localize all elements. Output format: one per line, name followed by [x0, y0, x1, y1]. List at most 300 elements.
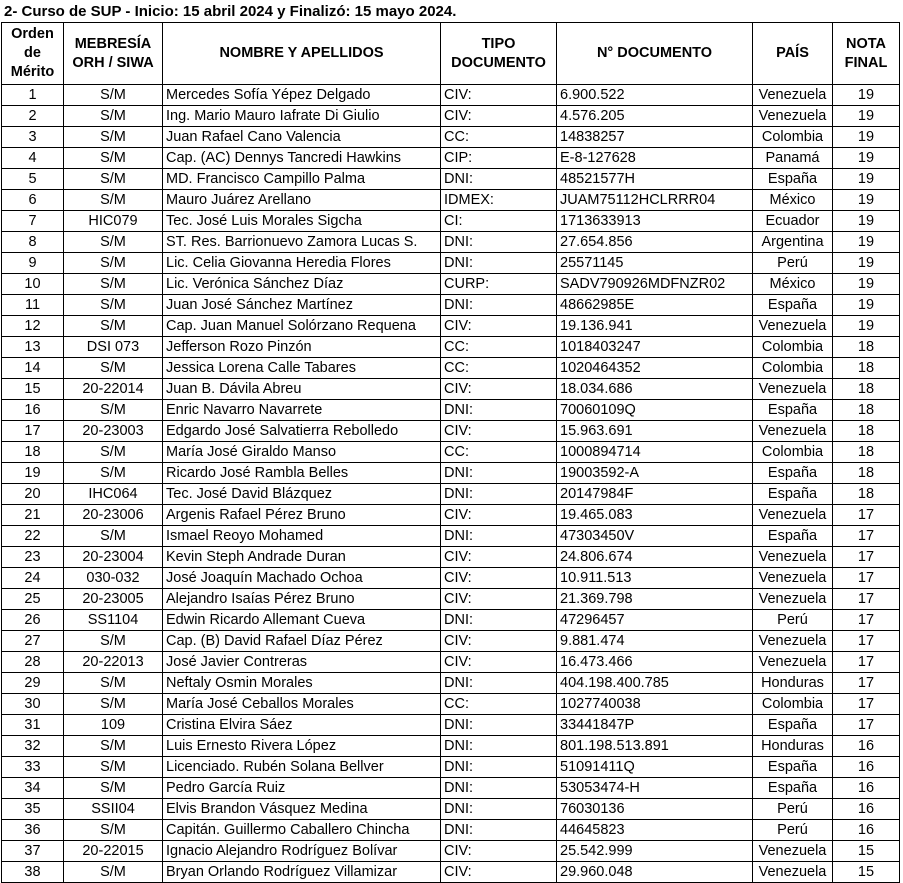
table-row [2, 232, 900, 253]
cell-tipo: DNI: [441, 484, 557, 505]
cell-documento: 47296457 [557, 610, 753, 631]
cell-orden: 29 [2, 673, 64, 694]
cell-orden: 25 [2, 589, 64, 610]
cell-nota: 19 [833, 274, 900, 295]
cell-pais: México [753, 190, 833, 211]
cell-pais: España [753, 295, 833, 316]
cell-tipo: CIV: [441, 652, 557, 673]
table-row [2, 715, 900, 736]
cell-nota: 17 [833, 505, 900, 526]
cell-documento: 76030136 [557, 799, 753, 820]
cell-nota: 16 [833, 736, 900, 757]
cell-membresia: S/M [64, 862, 163, 883]
table-row [2, 652, 900, 673]
cell-membresia: 20-23005 [64, 589, 163, 610]
cell-orden: 27 [2, 631, 64, 652]
cell-documento: 51091411Q [557, 757, 753, 778]
cell-pais: Venezuela [753, 862, 833, 883]
cell-documento: 19.465.083 [557, 505, 753, 526]
cell-orden: 18 [2, 442, 64, 463]
cell-orden: 9 [2, 253, 64, 274]
cell-pais: España [753, 400, 833, 421]
document-title: 2- Curso de SUP - Inicio: 15 abril 2024 y Finalizó: 15 mayo 2024. [4, 3, 457, 20]
cell-tipo: IDMEX: [441, 190, 557, 211]
cell-membresia: S/M [64, 106, 163, 127]
cell-tipo: DNI: [441, 820, 557, 841]
cell-nota: 18 [833, 421, 900, 442]
cell-documento: 21.369.798 [557, 589, 753, 610]
header-membresia-line: MEBRESÍA [74, 35, 152, 52]
cell-membresia: S/M [64, 442, 163, 463]
cell-orden: 4 [2, 148, 64, 169]
table-row [2, 442, 900, 463]
cell-pais: Venezuela [753, 841, 833, 862]
header-nota [833, 23, 900, 85]
cell-nota: 16 [833, 757, 900, 778]
cell-nombre: Jessica Lorena Calle Tabares [163, 358, 441, 379]
cell-pais: Perú [753, 253, 833, 274]
cell-orden: 35 [2, 799, 64, 820]
cell-orden: 5 [2, 169, 64, 190]
cell-documento: JUAM75112HCLRRR04 [557, 190, 753, 211]
cell-documento: 48521577H [557, 169, 753, 190]
cell-tipo: CURP: [441, 274, 557, 295]
cell-nombre: Ismael Reoyo Mohamed [163, 526, 441, 547]
cell-nombre: Cap. (AC) Dennys Tancredi Hawkins [163, 148, 441, 169]
table-row [2, 316, 900, 337]
cell-orden: 6 [2, 190, 64, 211]
cell-documento: 404.198.400.785 [557, 673, 753, 694]
table-row [2, 820, 900, 841]
cell-nota: 17 [833, 715, 900, 736]
cell-pais: Venezuela [753, 589, 833, 610]
cell-nombre: Elvis Brandon Vásquez Medina [163, 799, 441, 820]
cell-membresia: 20-22015 [64, 841, 163, 862]
cell-pais: Argentina [753, 232, 833, 253]
table-row [2, 274, 900, 295]
cell-documento: 53053474-H [557, 778, 753, 799]
cell-documento: 20147984F [557, 484, 753, 505]
cell-orden: 31 [2, 715, 64, 736]
header-tipo [441, 23, 557, 85]
cell-pais: Panamá [753, 148, 833, 169]
table-row [2, 337, 900, 358]
header-orden-line: de [24, 45, 41, 61]
cell-nombre: Cap. Juan Manuel Solórzano Requena [163, 316, 441, 337]
cell-membresia: SS1104 [64, 610, 163, 631]
table-row [2, 295, 900, 316]
cell-orden: 2 [2, 106, 64, 127]
cell-orden: 30 [2, 694, 64, 715]
cell-nota: 16 [833, 799, 900, 820]
cell-membresia: IHC064 [64, 484, 163, 505]
cell-tipo: CC: [441, 358, 557, 379]
cell-nombre: Ignacio Alejandro Rodríguez Bolívar [163, 841, 441, 862]
cell-documento: E-8-127628 [557, 148, 753, 169]
table-row [2, 757, 900, 778]
cell-documento: 15.963.691 [557, 421, 753, 442]
cell-tipo: DNI: [441, 295, 557, 316]
table-row [2, 421, 900, 442]
table-row [2, 85, 900, 106]
cell-nota: 19 [833, 85, 900, 106]
cell-tipo: CIV: [441, 568, 557, 589]
cell-nota: 17 [833, 652, 900, 673]
cell-nombre: Mauro Juárez Arellano [163, 190, 441, 211]
cell-orden: 23 [2, 547, 64, 568]
header-nota-line: NOTA [845, 35, 886, 52]
header-orden-line: Mérito [10, 64, 55, 80]
cell-nota: 18 [833, 358, 900, 379]
cell-membresia: S/M [64, 85, 163, 106]
cell-orden: 3 [2, 127, 64, 148]
header-documento: N° DOCUMENTO [557, 23, 753, 85]
cell-membresia: 20-23006 [64, 505, 163, 526]
cell-pais: Venezuela [753, 316, 833, 337]
cell-documento: 48662985E [557, 295, 753, 316]
cell-pais: España [753, 715, 833, 736]
cell-nota: 17 [833, 547, 900, 568]
cell-documento: 1020464352 [557, 358, 753, 379]
cell-pais: México [753, 274, 833, 295]
cell-membresia: S/M [64, 736, 163, 757]
cell-documento: 19003592-A [557, 463, 753, 484]
cell-tipo: CIV: [441, 379, 557, 400]
cell-orden: 17 [2, 421, 64, 442]
cell-tipo: CIV: [441, 421, 557, 442]
table-row [2, 169, 900, 190]
table-row [2, 631, 900, 652]
cell-tipo: CC: [441, 127, 557, 148]
cell-tipo: DNI: [441, 673, 557, 694]
cell-membresia: 030-032 [64, 568, 163, 589]
cell-documento: 29.960.048 [557, 862, 753, 883]
cell-nombre: Ricardo José Rambla Belles [163, 463, 441, 484]
cell-documento: 19.136.941 [557, 316, 753, 337]
cell-orden: 15 [2, 379, 64, 400]
cell-orden: 28 [2, 652, 64, 673]
cell-tipo: CC: [441, 442, 557, 463]
cell-nota: 19 [833, 148, 900, 169]
header-membresia-line: ORH / SIWA [72, 54, 154, 71]
cell-documento: 16.473.466 [557, 652, 753, 673]
cell-membresia: S/M [64, 358, 163, 379]
cell-nota: 18 [833, 484, 900, 505]
cell-membresia: S/M [64, 253, 163, 274]
cell-tipo: CC: [441, 337, 557, 358]
cell-tipo: DNI: [441, 526, 557, 547]
cell-pais: Venezuela [753, 568, 833, 589]
table-row [2, 190, 900, 211]
cell-tipo: CIV: [441, 505, 557, 526]
table-row [2, 799, 900, 820]
cell-documento: 70060109Q [557, 400, 753, 421]
header-pais: PAÍS [753, 23, 833, 85]
cell-membresia: S/M [64, 757, 163, 778]
cell-nombre: Capitán. Guillermo Caballero Chincha [163, 820, 441, 841]
cell-nombre: Lic. Celia Giovanna Heredia Flores [163, 253, 441, 274]
cell-orden: 21 [2, 505, 64, 526]
table-row [2, 127, 900, 148]
cell-pais: Colombia [753, 442, 833, 463]
cell-membresia: S/M [64, 295, 163, 316]
cell-documento: 4.576.205 [557, 106, 753, 127]
table-row [2, 106, 900, 127]
table-row [2, 211, 900, 232]
cell-orden: 8 [2, 232, 64, 253]
table-row [2, 862, 900, 883]
cell-membresia: S/M [64, 820, 163, 841]
cell-orden: 33 [2, 757, 64, 778]
table-row [2, 463, 900, 484]
cell-nota: 19 [833, 106, 900, 127]
cell-nota: 17 [833, 631, 900, 652]
cell-documento: 801.198.513.891 [557, 736, 753, 757]
cell-membresia: S/M [64, 232, 163, 253]
cell-nota: 17 [833, 610, 900, 631]
cell-documento: 10.911.513 [557, 568, 753, 589]
cell-pais: España [753, 757, 833, 778]
header-membresia [64, 23, 163, 85]
cell-pais: España [753, 484, 833, 505]
cell-tipo: DNI: [441, 799, 557, 820]
cell-tipo: CIV: [441, 841, 557, 862]
cell-pais: Perú [753, 799, 833, 820]
cell-nombre: Luis Ernesto Rivera López [163, 736, 441, 757]
cell-membresia: 20-22013 [64, 652, 163, 673]
cell-documento: 44645823 [557, 820, 753, 841]
table-row [2, 484, 900, 505]
cell-membresia: S/M [64, 400, 163, 421]
cell-nota: 18 [833, 400, 900, 421]
cell-nombre: Bryan Orlando Rodríguez Villamizar [163, 862, 441, 883]
cell-nombre: Enric Navarro Navarrete [163, 400, 441, 421]
table-row [2, 547, 900, 568]
cell-membresia: S/M [64, 631, 163, 652]
cell-nombre: Juan José Sánchez Martínez [163, 295, 441, 316]
cell-orden: 32 [2, 736, 64, 757]
cell-membresia: DSI 073 [64, 337, 163, 358]
cell-documento: 14838257 [557, 127, 753, 148]
cell-nombre: Tec. José Luis Morales Sigcha [163, 211, 441, 232]
cell-orden: 13 [2, 337, 64, 358]
table-row [2, 253, 900, 274]
cell-tipo: CIV: [441, 106, 557, 127]
cell-documento: 1713633913 [557, 211, 753, 232]
cell-orden: 12 [2, 316, 64, 337]
cell-documento: 47303450V [557, 526, 753, 547]
cell-nota: 19 [833, 232, 900, 253]
cell-nombre: Juan B. Dávila Abreu [163, 379, 441, 400]
cell-nota: 16 [833, 820, 900, 841]
cell-pais: España [753, 526, 833, 547]
cell-nombre: Alejandro Isaías Pérez Bruno [163, 589, 441, 610]
cell-membresia: S/M [64, 274, 163, 295]
cell-membresia: S/M [64, 169, 163, 190]
table-header-row [2, 23, 900, 85]
table-row [2, 379, 900, 400]
cell-pais: Perú [753, 610, 833, 631]
cell-tipo: DNI: [441, 169, 557, 190]
cell-documento: 1000894714 [557, 442, 753, 463]
cell-nota: 15 [833, 862, 900, 883]
cell-tipo: DNI: [441, 736, 557, 757]
cell-tipo: CIV: [441, 547, 557, 568]
cell-pais: Colombia [753, 127, 833, 148]
cell-nombre: Tec. José David Blázquez [163, 484, 441, 505]
cell-nota: 19 [833, 127, 900, 148]
cell-tipo: DNI: [441, 757, 557, 778]
table-body [2, 85, 900, 883]
table-row [2, 568, 900, 589]
cell-pais: Venezuela [753, 505, 833, 526]
cell-documento: 33441847P [557, 715, 753, 736]
cell-nombre: Licenciado. Rubén Solana Bellver [163, 757, 441, 778]
cell-tipo: DNI: [441, 400, 557, 421]
cell-membresia: S/M [64, 148, 163, 169]
cell-nota: 19 [833, 190, 900, 211]
cell-orden: 11 [2, 295, 64, 316]
cell-nota: 19 [833, 211, 900, 232]
table-row [2, 358, 900, 379]
cell-pais: Venezuela [753, 652, 833, 673]
cell-nota: 16 [833, 778, 900, 799]
cell-orden: 20 [2, 484, 64, 505]
cell-nota: 18 [833, 379, 900, 400]
cell-tipo: DNI: [441, 715, 557, 736]
cell-orden: 10 [2, 274, 64, 295]
cell-membresia: HIC079 [64, 211, 163, 232]
cell-pais: Venezuela [753, 106, 833, 127]
cell-pais: España [753, 169, 833, 190]
cell-pais: Colombia [753, 337, 833, 358]
cell-tipo: CIV: [441, 316, 557, 337]
cell-nombre: Juan Rafael Cano Valencia [163, 127, 441, 148]
cell-nota: 17 [833, 694, 900, 715]
cell-orden: 16 [2, 400, 64, 421]
cell-membresia: S/M [64, 673, 163, 694]
cell-membresia: 109 [64, 715, 163, 736]
cell-membresia: S/M [64, 127, 163, 148]
cell-nota: 19 [833, 316, 900, 337]
table-row [2, 610, 900, 631]
cell-documento: SADV790926MDFNZR02 [557, 274, 753, 295]
cell-pais: Venezuela [753, 421, 833, 442]
cell-orden: 37 [2, 841, 64, 862]
cell-documento: 1027740038 [557, 694, 753, 715]
cell-orden: 38 [2, 862, 64, 883]
cell-nota: 19 [833, 253, 900, 274]
cell-nota: 17 [833, 589, 900, 610]
cell-pais: Honduras [753, 736, 833, 757]
cell-pais: Venezuela [753, 85, 833, 106]
table-row [2, 736, 900, 757]
cell-tipo: DNI: [441, 253, 557, 274]
header-nombre: NOMBRE Y APELLIDOS [163, 23, 441, 85]
cell-tipo: DNI: [441, 778, 557, 799]
cell-documento: 18.034.686 [557, 379, 753, 400]
cell-membresia: SSII04 [64, 799, 163, 820]
cell-pais: Perú [753, 820, 833, 841]
cell-pais: Colombia [753, 358, 833, 379]
cell-orden: 26 [2, 610, 64, 631]
cell-membresia: S/M [64, 463, 163, 484]
cell-orden: 19 [2, 463, 64, 484]
cell-nombre: Argenis Rafael Pérez Bruno [163, 505, 441, 526]
cell-membresia: 20-23004 [64, 547, 163, 568]
table-row [2, 148, 900, 169]
cell-orden: 24 [2, 568, 64, 589]
cell-pais: Ecuador [753, 211, 833, 232]
table-row [2, 694, 900, 715]
cell-nombre: José Javier Contreras [163, 652, 441, 673]
cell-pais: Honduras [753, 673, 833, 694]
cell-documento: 25.542.999 [557, 841, 753, 862]
cell-tipo: CIV: [441, 631, 557, 652]
cell-orden: 7 [2, 211, 64, 232]
cell-tipo: DNI: [441, 463, 557, 484]
cell-nombre: Cap. (B) David Rafael Díaz Pérez [163, 631, 441, 652]
cell-orden: 36 [2, 820, 64, 841]
cell-tipo: CIV: [441, 589, 557, 610]
header-orden [2, 23, 64, 85]
cell-documento: 25571145 [557, 253, 753, 274]
table-row [2, 400, 900, 421]
cell-tipo: CIV: [441, 862, 557, 883]
cell-orden: 14 [2, 358, 64, 379]
cell-nota: 18 [833, 442, 900, 463]
cell-membresia: S/M [64, 778, 163, 799]
cell-nombre: Cristina Elvira Sáez [163, 715, 441, 736]
cell-pais: España [753, 463, 833, 484]
cell-membresia: S/M [64, 526, 163, 547]
header-orden-line: Orden [11, 26, 54, 42]
cell-documento: 24.806.674 [557, 547, 753, 568]
cell-nota: 17 [833, 673, 900, 694]
cell-nombre: Edwin Ricardo Allemant Cueva [163, 610, 441, 631]
cell-orden: 34 [2, 778, 64, 799]
cell-tipo: CC: [441, 694, 557, 715]
cell-nombre: Ing. Mario Mauro Iafrate Di Giulio [163, 106, 441, 127]
cell-nota: 17 [833, 526, 900, 547]
table-row [2, 778, 900, 799]
cell-nombre: Neftaly Osmin Morales [163, 673, 441, 694]
cell-nota: 18 [833, 337, 900, 358]
cell-nombre: María José Ceballos Morales [163, 694, 441, 715]
cell-nombre: José Joaquín Machado Ochoa [163, 568, 441, 589]
cell-documento: 9.881.474 [557, 631, 753, 652]
cell-nombre: Kevin Steph Andrade Duran [163, 547, 441, 568]
cell-nombre: Lic. Verónica Sánchez Díaz [163, 274, 441, 295]
cell-tipo: CIP: [441, 148, 557, 169]
cell-nombre: Mercedes Sofía Yépez Delgado [163, 85, 441, 106]
cell-membresia: 20-23003 [64, 421, 163, 442]
cell-documento: 6.900.522 [557, 85, 753, 106]
cell-documento: 27.654.856 [557, 232, 753, 253]
cell-nota: 18 [833, 463, 900, 484]
cell-nota: 19 [833, 169, 900, 190]
table-row [2, 589, 900, 610]
cell-orden: 22 [2, 526, 64, 547]
cell-orden: 1 [2, 85, 64, 106]
header-tipo-line: DOCUMENTO [451, 54, 546, 71]
cell-membresia: S/M [64, 190, 163, 211]
cell-pais: Colombia [753, 694, 833, 715]
table-row [2, 505, 900, 526]
cell-nombre: ST. Res. Barrionuevo Zamora Lucas S. [163, 232, 441, 253]
table-row [2, 841, 900, 862]
cell-membresia: S/M [64, 694, 163, 715]
